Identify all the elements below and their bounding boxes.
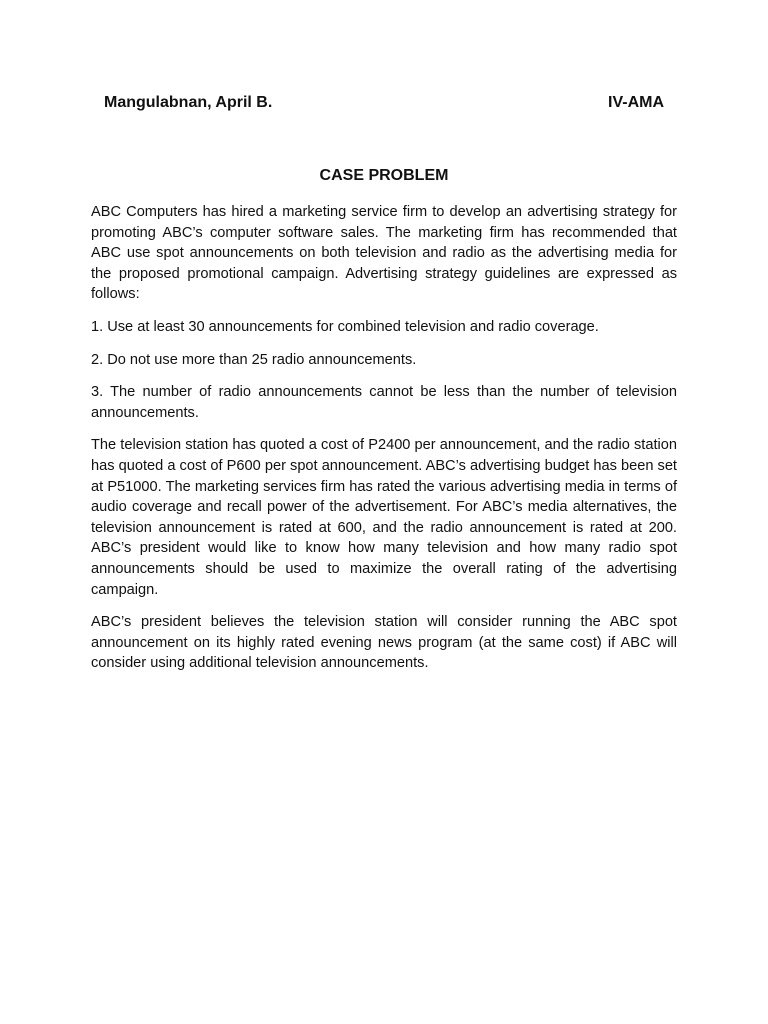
section-label: IV-AMA <box>608 94 664 111</box>
guideline-3: 3. The number of radio announcements cannot be less than the number of television announcements. <box>91 384 677 421</box>
guideline-1: 1. Use at least 30 announcements for combined television and radio coverage. <box>91 318 599 335</box>
guideline-2: 2. Do not use more than 25 radio announcements. <box>91 351 417 368</box>
cost-paragraph: The television station has quoted a cost of P2400 per announcement, and the radio station has quoted a cost of P600 per spot announcement. ABC’s advertising budget has been set at P51000. The marketing services firm has rated the various advertising media in terms of audio coverage and recall power of the advertisement. For ABC’s media alternatives, the television announcement is rated at 600, and the radio announcement is rated at 200. ABC’s president would like to know how many television and how many radio spot announcements should be used to maximize the overall rating of the advertising campaign. <box>91 437 677 598</box>
student-name: Mangulabnan, April B. <box>104 94 273 111</box>
document-body <box>91 202 677 686</box>
page-title: CASE PROBLEM <box>319 167 449 184</box>
intro-paragraph: ABC Computers has hired a marketing service firm to develop an advertising strategy for promoting ABC’s computer software sales. The marketing firm has recommended that ABC use spot announcements on both television and radio as the advertising media for the proposed promotional campaign. Advertising strategy guidelines are expressed as follows: <box>91 204 677 303</box>
document-header <box>104 94 664 116</box>
president-paragraph: ABC’s president believes the television station will consider running the ABC spot announcement on its highly rated evening news program (at the same cost) if ABC will consider using additional television announcements. <box>91 614 677 672</box>
